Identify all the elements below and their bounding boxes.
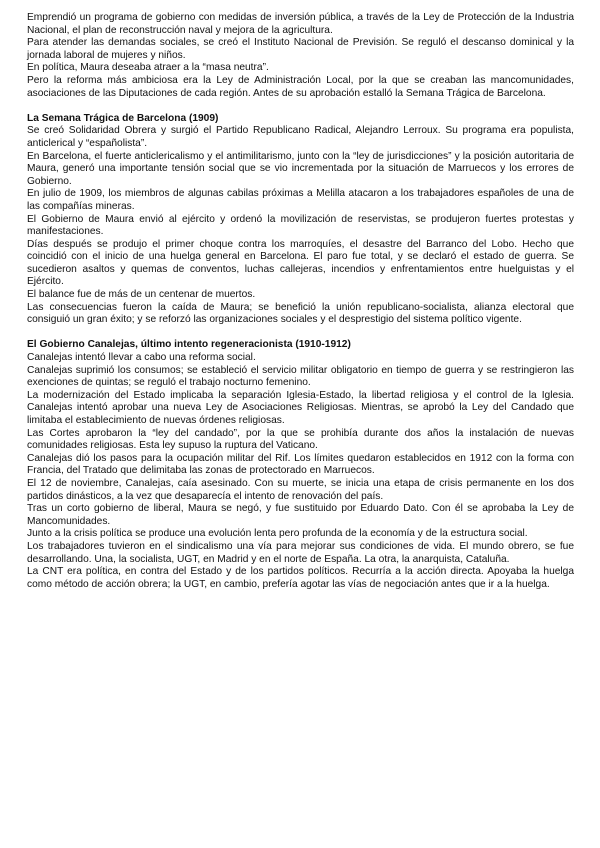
paragraph: La CNT era política, en contra del Estado y de los partidos políticos. Recurría a la acción directa. Apoyaba la huelga como método de acción obrera; la UGT, en cambio, prefería agotar las vías de negociación antes que ir a la huelga. (27, 566, 574, 590)
paragraph: La modernización del Estado implicaba la separación Iglesia-Estado, la libertad religiosa y el control de la Iglesia. Canalejas intentó aprobar una nueva Ley de Asociaciones Religiosas. Mientras, se aprobó la Ley del Candado que limitaba el establecimiento de nuevas órdenes religiosas. (27, 389, 574, 426)
paragraph: Canalejas intentó llevar a cabo una reforma social. (27, 352, 256, 364)
section-heading: El Gobierno Canalejas, último intento regeneracionista (1910-1912) (27, 339, 351, 351)
paragraph: Emprendió un programa de gobierno con medidas de inversión pública, a través de la Ley de Protección de la Industria Nacional, el plan de reconstrucción naval y mejora de la agricultura. (27, 12, 574, 36)
paragraph: El balance fue de más de un centenar de muertos. (27, 289, 256, 301)
paragraph: El 12 de noviembre, Canalejas, caía asesinado. Con su muerte, se inicia una etapa de crisis permanente en los dos partidos dinásticos, a la vez que desaparecía el intento de renovación del país. (27, 477, 574, 502)
paragraph: Los trabajadores tuvieron en el sindicalismo una vía para mejorar sus condiciones de vida. El mundo obrero, se fue desarrollando. Una, la socialista, UGT, en Madrid y en el norte de España. La otra, la anarquista, Cataluña. (27, 540, 574, 565)
paragraph: Canalejas suprimió los consumos; se estableció el servicio militar obligatorio en tiempo de guerra y se restringieron las exenciones de quintas; se reguló el trabajo nocturno femenino. (27, 364, 574, 389)
gobierno-canalejas-section (27, 339, 574, 591)
section-heading: La Semana Trágica de Barcelona (1909) (27, 112, 219, 124)
paragraph: En Barcelona, el fuerte anticlericalismo y el antimilitarismo, junto con la “ley de jurisdicciones” y la posición autoritaria de Maura, generó una importante tensión social que se vio incrementada por la situación de Marruecos y los errores de Gobierno. (27, 150, 574, 187)
paragraph: Tras un corto gobierno de liberal, Maura se negó, y fue sustituido por Eduardo Dato. Con él se aprobaba la Ley de Mancomunidades. (27, 503, 574, 527)
paragraph: Canalejas dió los pasos para la ocupación militar del Rif. Los límites quedaron establecidos en 1912 con la forma con Francia, del Tratado que delimitaba las zonas de protectorado en Marruecos. (27, 452, 574, 477)
paragraph: En julio de 1909, los miembros de algunas cabilas próximas a Melilla atacaron a los trabajadores españoles de una de las compañías mineras. (27, 188, 574, 212)
paragraph: Las consecuencias fueron la caída de Maura; se benefició la unión republicano-socialista, alianza electoral que consiguió un gran éxito; y se reforzó las organizaciones sociales y el desprestigio del sistema político vigente. (27, 301, 574, 326)
paragraph: Junto a la crisis política se produce una evolución lenta pero profunda de la economía y de la estructura social. (27, 528, 528, 540)
paragraph: Para atender las demandas sociales, se creó el Instituto Nacional de Previsión. Se reguló el descanso dominical y la jornada laboral de mujeres y niños. (27, 37, 574, 61)
intro-section (27, 12, 574, 100)
paragraph: El Gobierno de Maura envió al ejército y ordenó la movilización de reservistas, se produjeron fuertes protestas y manifestaciones. (27, 213, 574, 238)
paragraph: Las Cortes aprobaron la “ley del candado”, por la que se prohibía durante dos años la instalación de nuevas comunidades religiosas. Esta ley supuso la ruptura del Vaticano. (27, 427, 574, 452)
paragraph: En política, Maura deseaba atraer a la “masa neutra”. (27, 62, 269, 74)
document-page (27, 12, 574, 591)
semana-tragica-section (27, 113, 574, 327)
paragraph: Se creó Solidaridad Obrera y surgió el Partido Republicano Radical, Alejandro Lerroux. Su programa era populista, anticlerical y “españolista”. (27, 125, 574, 149)
paragraph: Días después se produjo el primer choque contra los marroquíes, el desastre del Barranco del Lobo. Hecho que coincidió con el inicio de una huelga general en Barcelona. El paro fue total, y se declaró el estado de guerra. Se sucedieron asaltos y quemas de conventos, luchas callejeras, incendios y enfrentamientos entre huelguistas y el Ejército. (27, 238, 574, 288)
paragraph: Pero la reforma más ambiciosa era la Ley de Administración Local, por la que se creaban las mancomunidades, asociaciones de las Diputaciones de cada región. Antes de su aprobación estalló la Semana Trágica de Barcelona. (27, 74, 574, 99)
